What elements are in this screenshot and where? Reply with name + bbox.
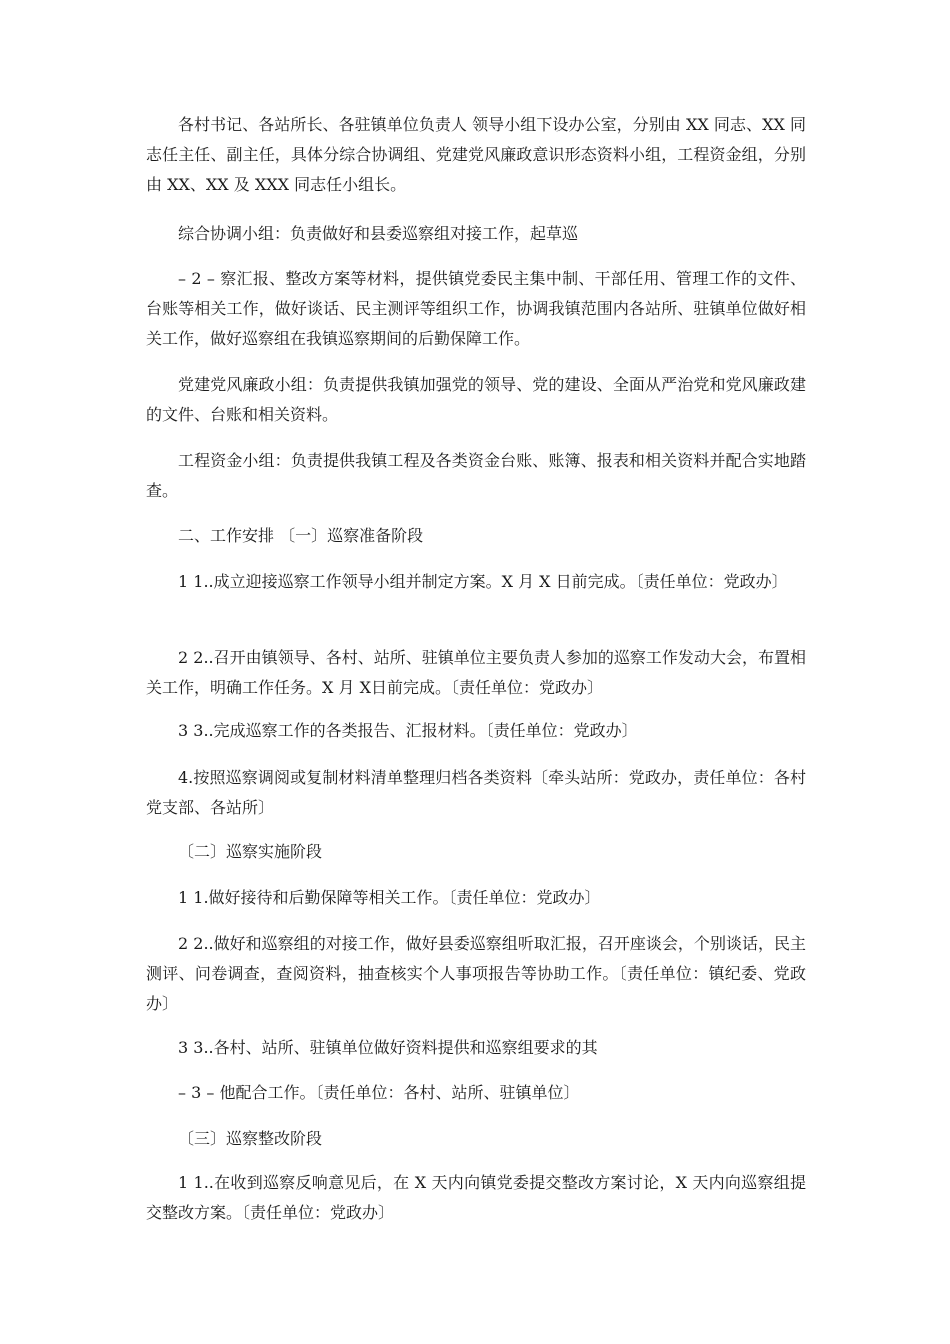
paragraph-engineering-funds-group: 工程资金小组：负责提供我镇工程及各类资金台账、账簿、报表和相关资料并配合实地踏查。 xyxy=(146,451,806,500)
prep-item-1: 1 1..成立迎接巡察工作领导小组并制定方案。X 月 X 日前完成。〔责任单位：党政办〕 xyxy=(178,572,788,591)
impl-item-1: 1 1.做好接待和后勤保障等相关工作。〔责任单位：党政办〕 xyxy=(178,888,601,907)
section-heading-work-arrangement: 二、工作安排 〔一〕巡察准备阶段 xyxy=(178,526,424,545)
paragraph-party-building-group: 党建党风廉政小组：负责提供我镇加强党的领导、党的建设、全面从严治党和党风廉政建的文件、台账和相关资料。 xyxy=(146,375,806,424)
section-heading-rectification: 〔三〕巡察整改阶段 xyxy=(178,1129,323,1148)
impl-item-3: 3 3..各村、站所、驻镇单位做好资料提供和巡察组要求的其 xyxy=(178,1038,598,1057)
prep-item-4: 4.按照巡察调阅或复制材料清单整理归档各类资料〔牵头站所：党政办，责任单位：各村党支部、各站所〕 xyxy=(146,768,806,817)
prep-item-3: 3 3..完成巡察工作的各类报告、汇报材料。〔责任单位：党政办〕 xyxy=(178,721,638,740)
rectification-item-1: 1 1..在收到巡察反响意见后，在 X 天内向镇党委提交整改方案讨论，X 天内向巡察组提交整改方案。〔责任单位：党政办〕 xyxy=(146,1173,806,1222)
paragraph-leadership-office: 各村书记、各站所长、各驻镇单位负责人 领导小组下设办公室，分别由 XX 同志、XX 同志任主任、副主任，具体分综合协调组、党建党风廉政意识形态资料小组，工程资金组，分别由 XX、XX 及 XXX 同志任小组长。 xyxy=(146,115,806,194)
paragraph-coordination-group: 综合协调小组：负责做好和县委巡察组对接工作，起草巡 xyxy=(178,224,579,243)
impl-item-3-continued: – 3 – 他配合工作。〔责任单位：各村、站所、驻镇单位〕 xyxy=(178,1083,580,1102)
prep-item-2: 2 2..召开由镇领导、各村、站所、驻镇单位主要负责人参加的巡察工作发动大会，布置相关工作，明确工作任务。X 月 X日前完成。〔责任单位：党政办〕 xyxy=(146,648,806,697)
paragraph-coordination-duties: – 2 – 察汇报、整改方案等材料，提供镇党委民主集中制、干部任用、管理工作的文件、台账等相关工作，做好谈话、民主测评等组织工作，协调我镇范围内各站所、驻镇单位做好相关工作，做好巡察组在我镇巡察期间的后勤保障工作。 xyxy=(146,269,806,348)
section-heading-implementation: 〔二〕巡察实施阶段 xyxy=(178,842,323,861)
impl-item-2: 2 2..做好和巡察组的对接工作，做好县委巡察组听取汇报，召开座谈会，个别谈话，民主测评、问卷调查，查阅资料，抽查核实个人事项报告等协助工作。〔责任单位：镇纪委、党政办〕 xyxy=(146,934,806,1013)
